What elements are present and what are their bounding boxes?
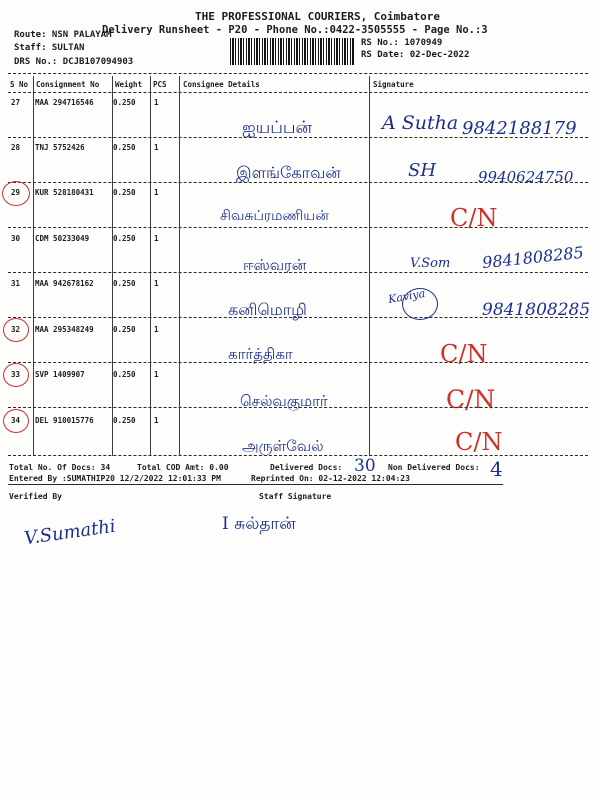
row-sno: 31 [11, 279, 21, 288]
row-rule [8, 182, 588, 183]
consignee-handwritten: இளங்கோவன் [236, 163, 341, 182]
row-weight: 0.250 [113, 279, 136, 288]
delivered-docs-handwritten: 30 [354, 456, 376, 476]
phone-handwritten: 9842188179 [462, 118, 577, 139]
non-delivered-docs-label: Non Delivered Docs: [388, 463, 480, 472]
col-header-pcs: PCS [153, 80, 167, 89]
row-consignment: TNJ 5752426 [35, 143, 85, 152]
row-consignment: CDM 50233049 [35, 234, 90, 243]
footer-rule [8, 484, 503, 485]
table-top-rule [8, 73, 588, 74]
row-rule [8, 317, 588, 318]
row-weight: 0.250 [113, 416, 136, 425]
row-rule [8, 362, 588, 363]
row-rule [8, 137, 588, 138]
row-consignment: SVP 1409907 [35, 370, 85, 379]
entered-by: Entered By :SUMATHIP20 12/2/2022 12:01:33 PM [9, 474, 221, 483]
row-weight: 0.250 [113, 98, 136, 107]
row-weight: 0.250 [113, 325, 136, 334]
runsheet-subtitle: Delivery Runsheet - P20 - Phone No.:0422-3505555 - Page No.:3 [102, 24, 488, 36]
row-sno: 34 [11, 416, 21, 425]
table-col-divider [179, 76, 180, 456]
consignee-handwritten: கனிமொழி [228, 300, 307, 319]
row-consignment: MAA 294716546 [35, 98, 94, 107]
row-sno: 28 [11, 143, 21, 152]
signature-loop [402, 288, 438, 320]
phone-handwritten: 9841808285 [481, 242, 585, 273]
drs-number: DRS No.: DCJB107094903 [14, 57, 134, 67]
consignee-handwritten: கார்த்திகா [228, 345, 293, 363]
table-col-divider [112, 76, 113, 456]
table-col-divider [369, 76, 370, 456]
row-weight: 0.250 [113, 370, 136, 379]
signature-handwritten: C/N [446, 385, 496, 414]
row-pcs: 1 [154, 416, 159, 425]
row-rule [8, 407, 588, 408]
rs-date: RS Date: 02-Dec-2022 [361, 50, 470, 60]
delivered-docs-label: Delivered Docs: [270, 463, 343, 472]
signature-handwritten: C/N [455, 428, 503, 456]
signature-handwritten: C/N [440, 340, 488, 368]
col-header-signature: Signature [373, 80, 414, 89]
phone-handwritten: 9841808285 [482, 300, 591, 320]
col-header-sno: S No [10, 80, 29, 89]
row-sno: 32 [11, 325, 21, 334]
table-col-divider [33, 76, 34, 456]
route-label: Route: NSN PALAYAM [14, 30, 112, 40]
row-sno: 30 [11, 234, 21, 243]
row-weight: 0.250 [113, 143, 136, 152]
rs-number: RS No.: 1070949 [361, 38, 443, 48]
phone-handwritten: 9940624750 [478, 168, 574, 186]
staff-signature-label: Staff Signature [259, 492, 332, 501]
row-pcs: 1 [154, 325, 159, 334]
staff-signature: I சுல்தான் [222, 514, 296, 534]
consignee-handwritten: செல்வகுமார் [240, 392, 328, 410]
row-weight: 0.250 [113, 234, 136, 243]
row-sno: 33 [11, 370, 21, 379]
verified-by-label: Verified By [9, 492, 62, 501]
row-pcs: 1 [154, 188, 159, 197]
row-pcs: 1 [154, 370, 159, 379]
row-weight: 0.250 [113, 188, 136, 197]
reprinted-on: Reprinted On: 02-12-2022 12:04:23 [251, 474, 410, 483]
header-rule [8, 92, 588, 93]
consignee-handwritten: ஐயப்பன் [242, 118, 313, 138]
row-pcs: 1 [154, 143, 159, 152]
row-pcs: 1 [154, 279, 159, 288]
staff-label: Staff: SULTAN [14, 43, 85, 53]
col-header-consignment: Consignment No [36, 80, 100, 89]
row-rule [8, 227, 588, 228]
row-sno: 29 [11, 188, 21, 197]
row-pcs: 1 [154, 98, 159, 107]
signature-handwritten: A Sutha [382, 112, 459, 134]
row-rule [8, 455, 588, 456]
row-rule [8, 272, 588, 273]
signature-handwritten: SH [408, 160, 437, 181]
col-header-consignee: Consignee Details [183, 80, 260, 89]
col-header-weight: Weight [115, 80, 143, 89]
signature-handwritten: C/N [450, 204, 498, 232]
row-sno: 27 [11, 98, 21, 107]
barcode [230, 38, 354, 65]
signature-handwritten: Kaviya [387, 286, 427, 307]
table-col-divider [150, 76, 151, 456]
row-consignment: MAA 942678162 [35, 279, 94, 288]
consignee-handwritten: ஈஸ்வரன் [243, 256, 307, 274]
non-delivered-docs-handwritten: 4 [490, 457, 503, 481]
signature-handwritten: V.Som [410, 256, 451, 271]
row-pcs: 1 [154, 234, 159, 243]
company-title: THE PROFESSIONAL COURIERS, Coimbatore [195, 10, 441, 23]
verifier-signature: V.Sumathi [22, 515, 117, 550]
row-consignment: MAA 295348249 [35, 325, 94, 334]
consignee-handwritten: சிவசுப்ரமணியன் [220, 208, 329, 224]
row-consignment: KUR 528180431 [35, 188, 94, 197]
total-docs: Total No. Of Docs: 34 [9, 463, 111, 472]
consignee-handwritten: அருள்வேல் [242, 437, 324, 455]
total-cod-amount: Total COD Amt: 0.00 [137, 463, 229, 472]
row-consignment: DEL 910015776 [35, 416, 94, 425]
